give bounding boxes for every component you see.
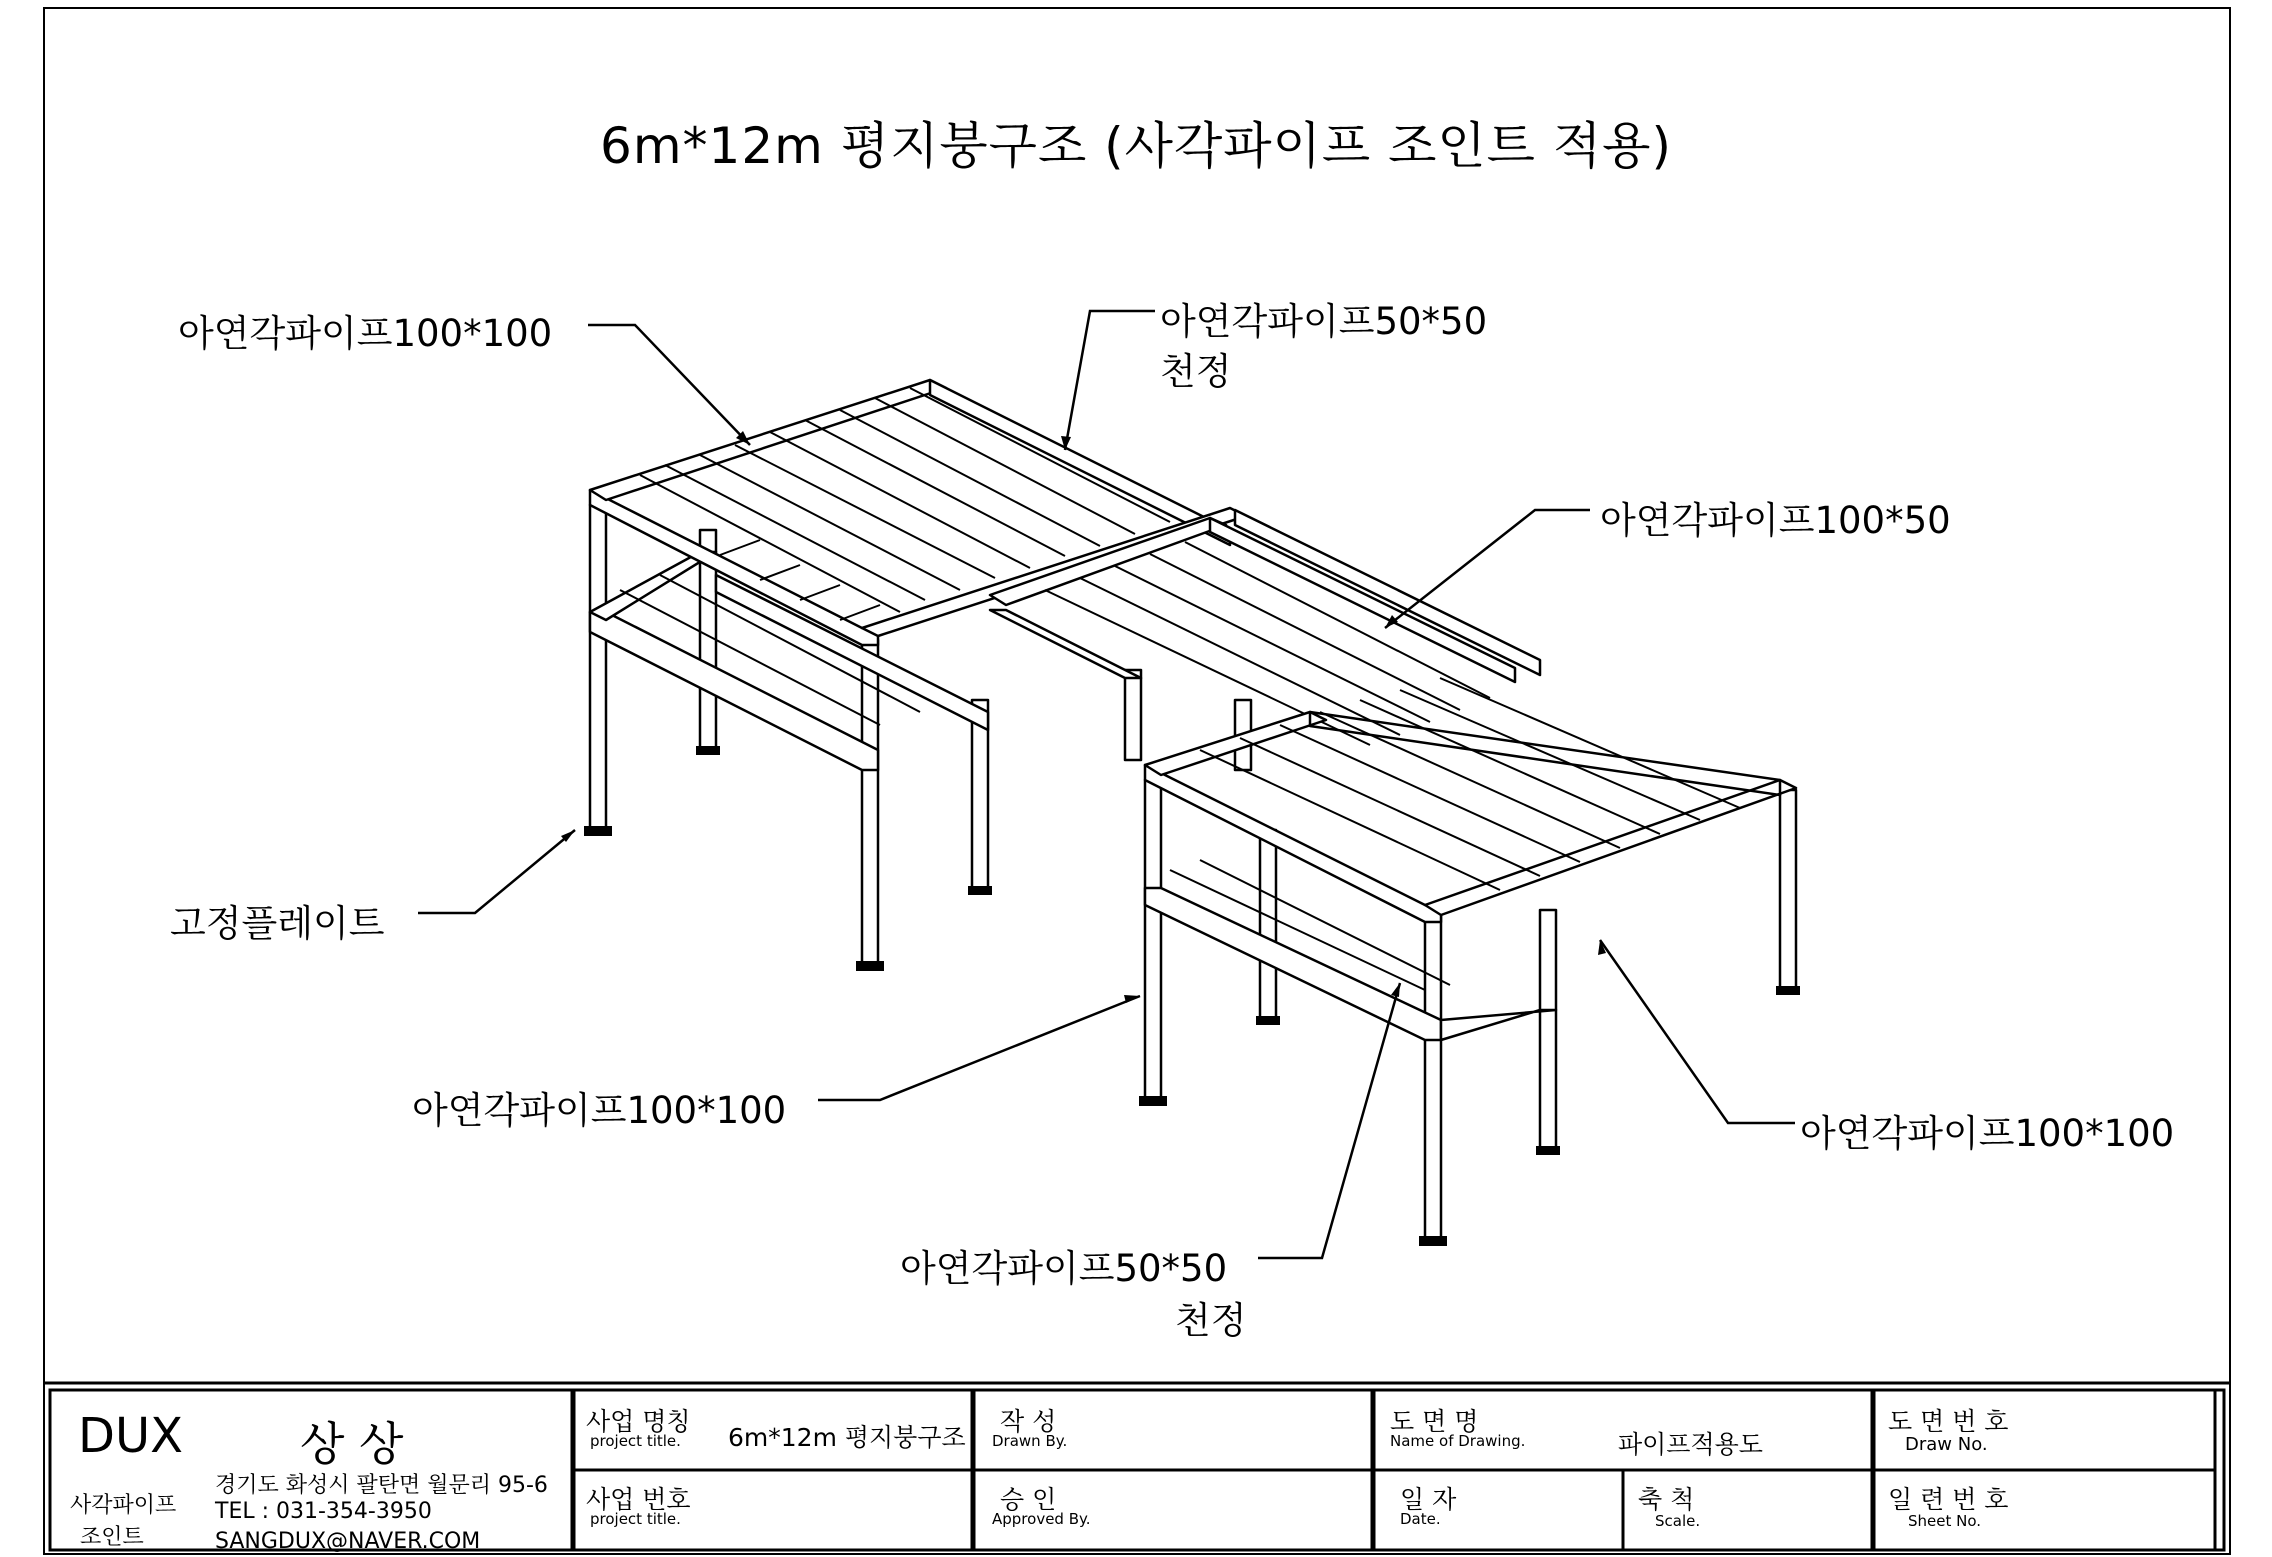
company-tel: TEL : 031-354-3950	[215, 1499, 432, 1524]
approved-label: 승 인	[1000, 1485, 1057, 1514]
callout-right-beam: 아연각파이프100*50	[1600, 499, 1951, 542]
right-frame	[1145, 712, 1796, 1240]
callout-top-left-post: 아연각파이프100*100	[178, 312, 553, 355]
drawing-name-value: 파이프적용도	[1618, 1430, 1763, 1459]
leader-top-ceiling	[1065, 311, 1155, 450]
company-name: 상 상	[300, 1417, 404, 1471]
drawn-label-en: Drawn By.	[992, 1432, 1068, 1450]
callout-bottom-ceiling: 아연각파이프50*50	[900, 1247, 1228, 1290]
draw-no-label-en: Draw No.	[1905, 1434, 1988, 1455]
leader-fixing-plate	[418, 830, 575, 913]
draw-no-label: 도 면 번 호	[1888, 1407, 2009, 1436]
leader-front-post	[818, 996, 1140, 1100]
leader-top-left-post	[588, 325, 750, 445]
company-brand: DUX	[78, 1408, 183, 1464]
project-no-label-en: project title.	[590, 1510, 681, 1528]
callout-bottom-ceiling-sub: 천정	[1175, 1299, 1247, 1342]
callout-top-ceiling: 아연각파이프50*50	[1160, 300, 1488, 343]
drawing-name-label: 도 면 명	[1390, 1407, 1479, 1436]
scale-label: 축 척	[1638, 1485, 1695, 1514]
callout-bottom-right-post: 아연각파이프100*100	[1800, 1112, 2175, 1155]
callout-fixing-plate: 고정플레이트	[170, 902, 385, 945]
approved-label-en: Approved By.	[992, 1510, 1091, 1528]
drawing-title: 6m*12m 평지붕구조 (사각파이프 조인트 적용)	[600, 117, 1672, 175]
project-name-value: 6m*12m 평지붕구조	[728, 1423, 966, 1452]
drawn-label: 작 성	[1000, 1407, 1057, 1436]
center-ceiling-joists	[1045, 542, 1490, 745]
company-email: SANGDUX@NAVER.COM	[215, 1529, 481, 1554]
project-name-label-en: project title.	[590, 1432, 681, 1450]
sheet-border	[44, 8, 2230, 1554]
date-label: 일 자	[1400, 1485, 1457, 1514]
leader-bottom-right-post	[1600, 940, 1795, 1123]
project-name-label: 사업 명칭	[586, 1407, 691, 1436]
base-plates	[584, 746, 1800, 1246]
drawing-name-label-en: Name of Drawing.	[1390, 1432, 1526, 1450]
callout-top-ceiling-sub: 천정	[1160, 350, 1232, 393]
sheet-no-label: 일 련 번 호	[1888, 1485, 2009, 1514]
date-label-en: Date.	[1400, 1510, 1441, 1528]
callout-front-post: 아연각파이프100*100	[412, 1089, 787, 1132]
sheet-no-label-en: Sheet No.	[1908, 1512, 1982, 1530]
company-sub2: 조인트	[80, 1525, 144, 1550]
scale-label-en: Scale.	[1655, 1512, 1701, 1530]
project-no-label: 사업 번호	[586, 1485, 691, 1514]
company-sub1: 사각파이프	[70, 1493, 177, 1518]
company-address: 경기도 화성시 팔탄면 월문리 95-6	[215, 1473, 548, 1498]
